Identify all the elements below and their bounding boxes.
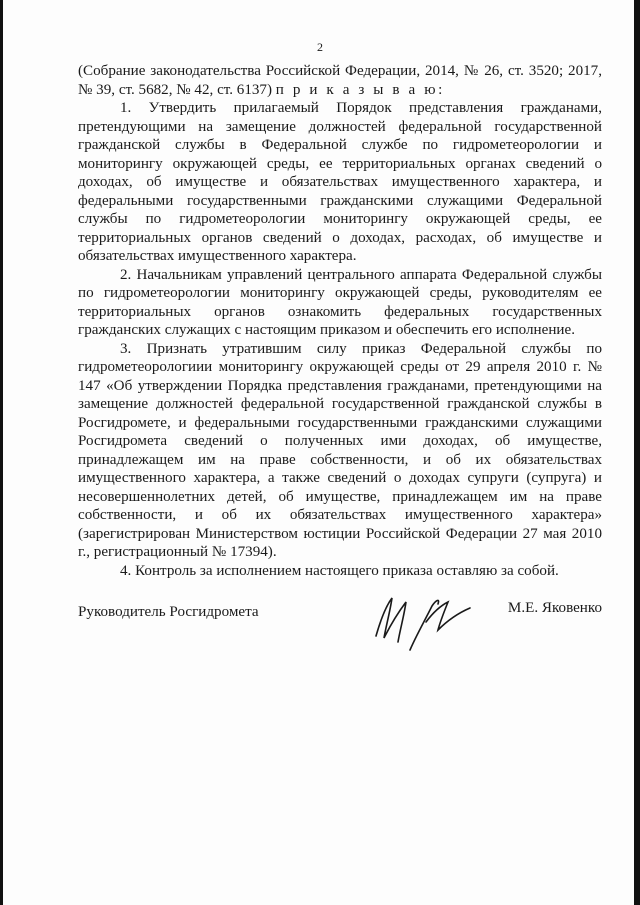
scan-edge-right (634, 0, 640, 905)
item-4: 4. Контроль за исполнением настоящего приказа оставляю за собой. (120, 562, 559, 579)
signature-block (78, 592, 602, 662)
signatory-name: М.Е. Яковенко (507, 600, 602, 616)
item-1: 1. Утвердить прилагаемый Порядок представления гражданами, претендующими на замещение должностей федеральной государственной гражданской службы в Федеральной службе по гидрометеорологии и мониторингу окружающей среды, ее территориальных органах сведений о доходах, об имуществе и обязательствах имущественного характера, и федеральными государственными гражданскими служащими Федеральной службы по гидрометеорологии мониторингу окружающей среды, ее территориальных органов сведений о доходах, расходах, об имуществе и обязательствах имущественного характера. (78, 100, 602, 264)
scan-edge-left (0, 0, 3, 905)
intro-text: (Собрание законодательства Российской Федерации, 2014, № 26, ст. 3520; 2017, № 39, ст. 5682, № 42, ст. 6137) (78, 63, 602, 98)
page-number: 2 (317, 40, 323, 54)
handwritten-signature (370, 592, 480, 654)
item-3: 3. Признать утратившим силу приказ Федеральной службы по гидрометеорологиии мониторингу окружающей среды от 29 апреля 2010 г. № 147 «Об утверждении Порядка представления гражданами, претендующими на замещение должностей федеральной государственной гражданской службы в Росгидромете, и федеральными государственными гражданскими служащими Росгидромета сведений о полученных ими доходах, об имуществе, принадлежащем им на праве собственности, и об их обязательствах имущественного характера, а также сведений о доходах супруги (супруга) и несовершеннолетних детей, об имуществе, принадлежащем им на праве собственности, и об их обязательствах имущественного характера» (зарегистрирован Министерством юстиции Российской Федерации 27 мая 2010 г., регистрационный № 17394). (78, 340, 602, 560)
item-2: 2. Начальникам управлений центрального аппарата Федеральной службы по гидрометеорологии мониторингу окружающей среды, руководителям ее территориальных органов ознакомить федеральных государственных гражданских служащих с настоящим приказом и обеспечить его исполнение. (78, 266, 602, 338)
signatory-position: Руководитель Росгидромета (78, 604, 259, 620)
document-body (78, 62, 602, 580)
order-word: п р и к а з ы в а ю: (275, 81, 445, 98)
intro-paragraph (78, 62, 602, 99)
